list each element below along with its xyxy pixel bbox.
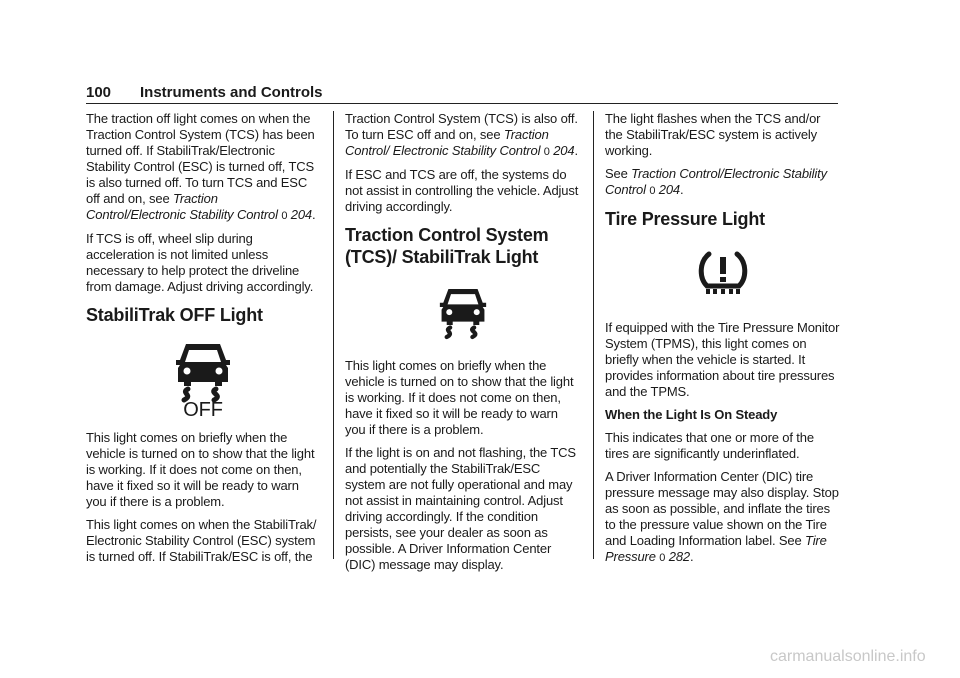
cross-reference-link[interactable]: Traction Control/ Electronic Stability Control (345, 127, 549, 158)
punctuation: . (689, 549, 694, 564)
header-rule (86, 103, 838, 104)
punctuation: . (574, 143, 578, 158)
page-reference-icon: 0 (543, 146, 550, 158)
paragraph: This light comes on when the StabiliTrak/ Electronic Stability Control (ESC) system is turned off. If StabiliTrak/ESC is off, the (86, 517, 317, 564)
paragraph: This light comes on briefly when the vehicle is turned on to show that the light is working. If it does not come on then, have it fixed so it will be ready to warn you if there is a problem. (345, 358, 574, 437)
stabilitrak-off-icon (86, 338, 320, 418)
paragraph-text: See (605, 166, 632, 181)
paragraph: If the light is on and not flashing, the TCS and potentially the StabiliTrak/ESC system are not fully operational and may not assist in maintaining control. Adjust driving accordingly. If the condition persists, see your dealer as soon as possible. A Driver Information Center (DIC) message may display. (345, 445, 576, 572)
column-1 (86, 111, 320, 572)
paragraph: If equipped with the Tire Pressure Monitor System (TPMS), this light comes on briefly when the vehicle is started. It provides information about tire pressures and the TPMS. (605, 320, 840, 399)
paragraph (86, 111, 320, 224)
column-divider (593, 111, 594, 559)
paragraph (345, 111, 580, 160)
traction-control-icon (345, 280, 580, 346)
paragraph: If ESC and TCS are off, the systems do not assist in controlling the vehicle. Adjust driving accordingly. (345, 167, 579, 214)
column-3 (605, 111, 840, 573)
page-number: 100 (86, 84, 112, 101)
paragraph: The light flashes when the TCS and/or the StabiliTrak/ESC system is actively working. (605, 111, 821, 158)
paragraph-text: The traction off light comes on when the Traction Control System (TCS) has been turned off. If StabiliTrak/Electronic Stability Control (ESC) is turned off, TCS is also turned off. To turn TCS and ESC off and on, see (86, 111, 315, 206)
reference-page[interactable]: 204 (658, 182, 681, 197)
paragraph (605, 469, 840, 566)
page-reference-icon: 0 (649, 185, 656, 197)
section-title: Instruments and Controls (140, 84, 323, 101)
icon-label: OFF (183, 399, 223, 418)
heading-tire-pressure-light: Tire Pressure Light (605, 209, 765, 229)
page-reference-icon: 0 (659, 552, 666, 564)
watermark: carmanualsonline.info (770, 648, 926, 665)
column-2 (345, 111, 580, 580)
paragraph: This light comes on briefly when the vehicle is turned on to show that the light is working. If it does not come on then, have it fixed so it will be ready to warn you if there is a problem. (86, 430, 315, 509)
paragraph-text: Traction Control System (TCS) is also off. To turn ESC off and on, see (345, 111, 578, 142)
page-reference-icon: 0 (281, 210, 288, 222)
paragraph-text: A Driver Information Center (DIC) tire pressure message may also display. Stop as soon as possible, and inflate the tires to the pressure value shown on the Tire and Loading Information label. See (605, 469, 839, 548)
heading-tcs-stabilitrak-light: Traction Control System (TCS)/ StabiliTrak Light (345, 225, 549, 267)
heading-stabilitrak-off-light: StabiliTrak OFF Light (86, 305, 263, 325)
reference-page[interactable]: 204 (553, 143, 575, 158)
punctuation: . (312, 207, 316, 222)
reference-page[interactable]: 282 (668, 549, 690, 564)
cross-reference-link[interactable]: Traction Control/Electronic Stability Control (86, 191, 278, 222)
punctuation: . (680, 182, 684, 197)
tire-pressure-icon (605, 248, 840, 298)
cross-reference-link[interactable]: Traction Control/Electronic Stability Control (605, 166, 827, 197)
paragraph (605, 166, 840, 199)
subheading: When the Light Is On Steady (605, 407, 778, 422)
column-divider (333, 111, 334, 559)
paragraph: If TCS is off, wheel slip during acceleration is not limited unless necessary to help protect the driveline from damage. Adjust driving accordingly. (86, 231, 314, 294)
reference-page[interactable]: 204 (290, 207, 313, 222)
paragraph: This indicates that one or more of the tires are significantly underinflated. (605, 430, 814, 461)
cross-reference-link[interactable]: Tire Pressure (605, 533, 827, 564)
